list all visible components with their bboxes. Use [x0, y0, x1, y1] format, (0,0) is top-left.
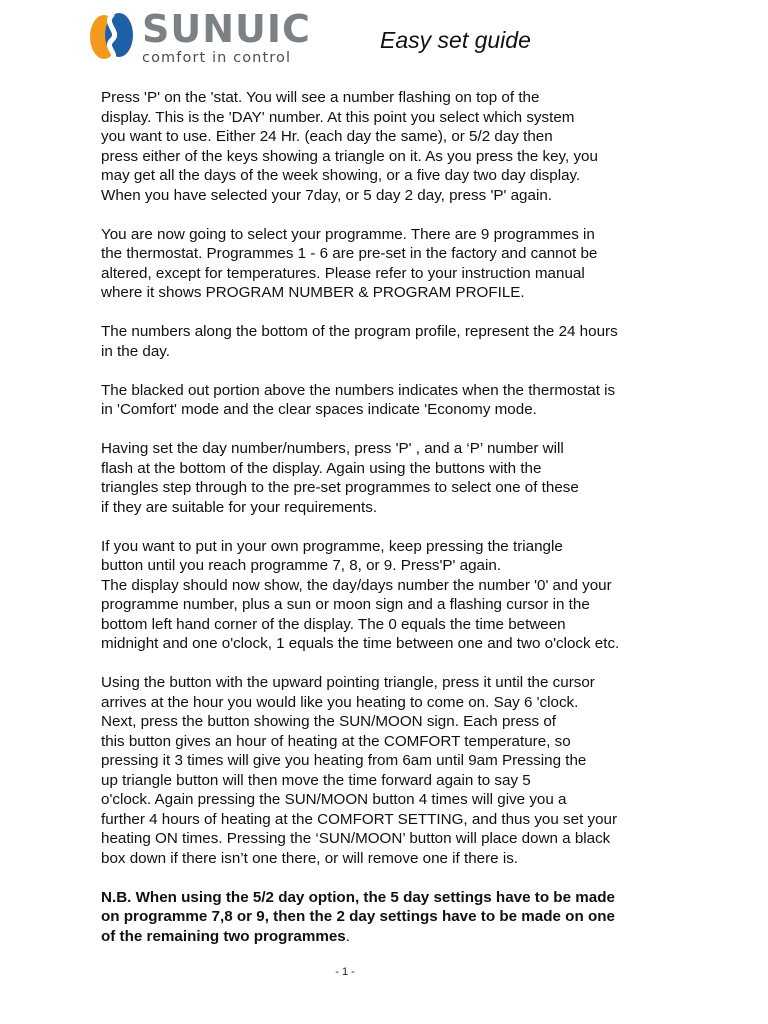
text-line: You are now going to select your programme. There are 9 programmes in [101, 225, 595, 243]
note-line [101, 907, 721, 927]
paragraph [101, 322, 721, 361]
text-line: When you have selected your 7day, or 5 day 2 day, press 'P' again. [101, 186, 552, 204]
paragraph [101, 673, 721, 868]
text-line: this button gives an hour of heating at the COMFORT temperature, so [101, 732, 571, 750]
text-line: the thermostat. Programmes 1 - 6 are pre-set in the factory and cannot be [101, 245, 598, 262]
text-line: The display should now show, the day/days number the number '0' and your [101, 576, 612, 594]
brand-name: SUNUIC [142, 7, 311, 51]
text-line: arrives at the hour you would like you heating to come on. Say 6 'clock. [101, 693, 579, 711]
brand-tagline: comfort in control [142, 50, 292, 66]
text-line: If you want to put in your own programme, keep pressing the triangle [101, 537, 563, 555]
text-line: Having set the day number/numbers, press 'P' , and a ‘P’ number will [101, 440, 564, 457]
text-line: up triangle button will then move the time forward again to say 5 [101, 771, 531, 789]
note-paragraph [101, 888, 721, 947]
paragraph [101, 225, 721, 303]
paragraph [101, 88, 721, 205]
note-bold-text: on programme 7,8 or 9, then the 2 day settings have to be made on one [101, 908, 615, 925]
text-line: Next, press the button showing the SUN/MOON sign. Each press of [101, 713, 556, 730]
text-line: heating ON times. Pressing the ‘SUN/MOON’ button will place down a black [101, 830, 611, 847]
text-line: flash at the bottom of the display. Again using the buttons with the [101, 459, 542, 477]
sunvic-swirl-icon [88, 12, 136, 60]
text-line: altered, except for temperatures. Please refer to your instruction manual [101, 264, 585, 282]
text-line: bottom left hand corner of the display. The 0 equals the time between [101, 615, 566, 633]
note-line [101, 888, 721, 908]
text-line: Press 'P' on the 'stat. You will see a number flashing on top of the [101, 89, 540, 106]
text-line: you want to use. Either 24 Hr. (each day the same), or 5/2 day then [101, 128, 553, 145]
text-line: where it shows PROGRAM NUMBER & PROGRAM PROFILE. [101, 284, 525, 301]
text-line: press either of the keys showing a triangle on it. As you press the key, you [101, 147, 598, 165]
paragraph [101, 381, 721, 420]
note-bold-text: of the remaining two programmes [101, 927, 346, 945]
paragraph [101, 537, 721, 654]
sunvic-logo [88, 7, 328, 68]
document-title: Easy set guide [380, 27, 531, 53]
text-line: The blacked out portion above the numbers indicates when the thermostat is [101, 381, 616, 399]
text-line: o'clock. Again pressing the SUN/MOON button 4 times will give you a [101, 791, 567, 808]
text-line: The numbers along the bottom of the program profile, represent the 24 hours [101, 323, 618, 340]
document-header [0, 0, 768, 80]
text-line: button until you reach programme 7, 8, or 9. Press'P' again. [101, 557, 502, 574]
text-line: if they are suitable for your requirements. [101, 498, 378, 516]
note-trailing-punctuation: . [345, 927, 350, 945]
text-line: programme number, plus a sun or moon sign and a flashing cursor in the [101, 596, 590, 613]
text-line: Using the button with the upward pointing triangle, press it until the cursor [101, 674, 595, 691]
text-line: may get all the days of the week showing, or a five day two day display. [101, 167, 581, 184]
text-line: in 'Comfort' mode and the clear spaces indicate 'Economy mode. [101, 401, 537, 418]
note-bold-text: N.B. When using the 5/2 day option, the 5 day settings have to be made [101, 888, 615, 906]
text-line: box down if there isn’t one there, or will remove one if there is. [101, 849, 519, 867]
text-line: midnight and one o'clock, 1 equals the time between one and two o'clock etc. [101, 635, 620, 652]
text-line: further 4 hours of heating at the COMFORT SETTING, and thus you set your [101, 810, 618, 828]
note-line [101, 927, 721, 947]
text-line: display. This is the 'DAY' number. At this point you select which system [101, 108, 575, 126]
page-number: - 1 - [335, 966, 355, 978]
paragraph [101, 439, 721, 517]
text-line: pressing it 3 times will give you heating from 6am until 9am Pressing the [101, 752, 587, 769]
text-line: triangles step through to the pre-set programmes to select one of these [101, 479, 579, 496]
text-line: in the day. [101, 342, 170, 360]
document-body [101, 88, 721, 966]
